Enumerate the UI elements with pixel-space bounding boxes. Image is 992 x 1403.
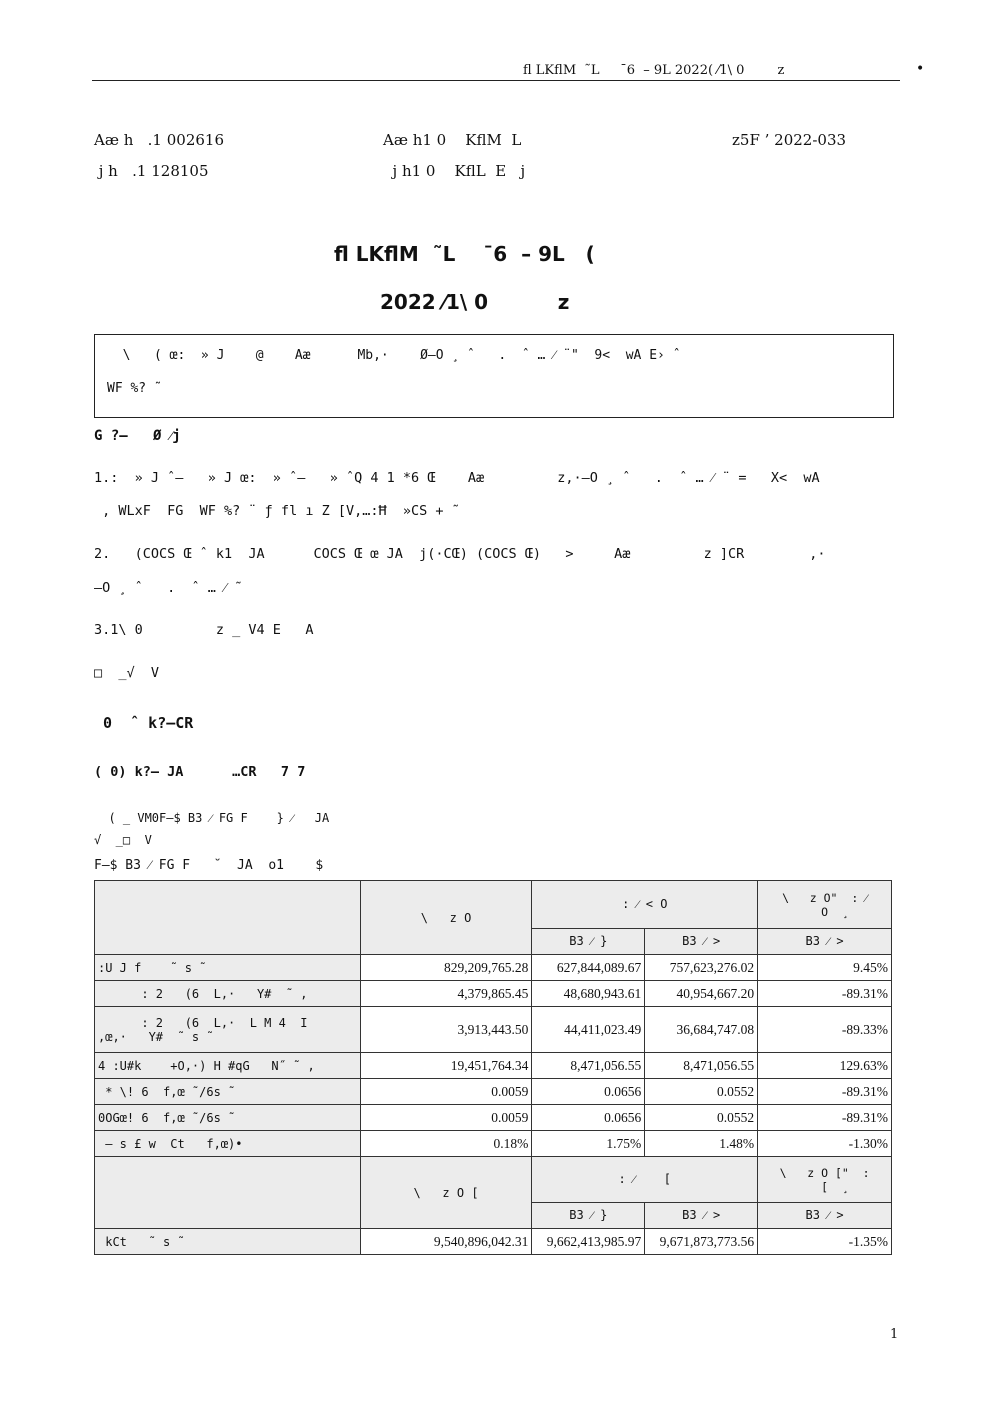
table-cell-before: 1.75% — [532, 1131, 645, 1157]
table-cell-change: -89.33% — [758, 1007, 892, 1053]
item-2-line1: 2. (COCS Œ ˆ k1 JA COCS Œ œ JA j(·CŒ) (COCS Œ) > Aæ z ]CR ,· — [94, 546, 826, 562]
bond-code: j h .1 128105 — [94, 162, 209, 180]
subsection-one-heading: ( 0) k?– JA …CR 7 7 — [94, 764, 306, 780]
item-4-checkbox-line: □ _√ V — [94, 665, 160, 681]
table-head-current: \ z O — [360, 881, 532, 955]
table-cell-current: 0.18% — [360, 1131, 532, 1157]
table-cell-after: 0.0552 — [645, 1079, 758, 1105]
table-cell-current: 3,913,443.50 — [360, 1007, 532, 1053]
header-bullet: • — [916, 61, 925, 77]
item-1-line2: , WLxF FG WF %? ¨ ƒ fl ı Z [V,…:Ħ »CS + ˜ — [94, 503, 460, 519]
section-important-heading: G ?– Ø ⁄j — [94, 428, 181, 444]
table-subhead2-after: B3 ⁄ > — [645, 1203, 758, 1229]
table-subhead-after: B3 ⁄ > — [645, 929, 758, 955]
table-cell-change: -89.31% — [758, 1079, 892, 1105]
table-cell-after: 8,471,056.55 — [645, 1053, 758, 1079]
stock-name-a: Aæ h1 0 KflM L — [383, 131, 522, 149]
table-cell-change: -1.35% — [758, 1229, 892, 1255]
page-number: 1 — [890, 1327, 899, 1342]
table-cell-current: 829,209,765.28 — [360, 955, 532, 981]
table-cell-current: 0.0059 — [360, 1105, 532, 1131]
table-cell-current: 4,379,865.45 — [360, 981, 532, 1007]
notice-line-1: \ ( œ: » J @ Aæ Mb,· Ø–O ¸ ˆ . ˆ … ⁄ ¨" 9< wA E› ˆ — [107, 348, 681, 363]
table-cell-after: 0.0552 — [645, 1105, 758, 1131]
table-cell-before: 9,662,413,985.97 — [532, 1229, 645, 1255]
small-note-line2: √ _□ V — [94, 833, 152, 847]
table-cell-after: 1.48% — [645, 1131, 758, 1157]
notice-box — [94, 334, 894, 418]
table-subhead2-change: B3 ⁄ > — [758, 1203, 892, 1229]
table-cell-before: 0.0656 — [532, 1079, 645, 1105]
financial-data-table — [94, 880, 892, 1255]
table-head-change: \ z O" : ⁄ O ¸ — [758, 881, 892, 929]
running-header-title: fl LKflM ˜L ˉ6 – 9L 2022( ⁄1\ 0 z — [523, 63, 785, 78]
table-cell-after: 9,671,873,773.56 — [645, 1229, 758, 1255]
small-note-line1: ( _ VM0F–$ B3 ⁄ FG F } ⁄ JA — [94, 811, 330, 825]
table-cell-change: 9.45% — [758, 955, 892, 981]
bond-name: j h1 0 KflL E j — [383, 162, 526, 180]
table-cell-before: 48,680,943.61 — [532, 981, 645, 1007]
item-1-line1: 1.: » J ˆ– » J œ: » ˆ– » ˆQ 4 1 *6 Œ Aæ z,·–O ¸ ˆ . ˆ … ⁄ ¨ = X< wA — [94, 470, 820, 486]
table-row-label: kCt ˜ s ˜ — [95, 1229, 361, 1255]
table-cell-before: 8,471,056.55 — [532, 1053, 645, 1079]
table-row-label: * \! 6 f,œ ˜/6s ˜ — [95, 1079, 361, 1105]
table-row-label: : 2 (6 L,· L M 4 I ,œ,· Y# ˜ s ˜ — [95, 1007, 361, 1053]
table-head-blank-2 — [95, 1157, 361, 1229]
table-head2-current: \ z O [ — [360, 1157, 532, 1229]
notice-line-2: WF %? ˜ — [107, 381, 162, 396]
section-basic-heading: 0 ˆ k?–CR — [94, 714, 194, 732]
item-2-line2: –O ¸ ˆ . ˆ … ⁄ ˜ — [94, 580, 243, 596]
table-cell-change: -89.31% — [758, 981, 892, 1007]
item-3: 3.1\ 0 z _ V4 E A — [94, 622, 314, 638]
table-cell-after: 757,623,276.02 — [645, 955, 758, 981]
table-row-label: : 2 (6 L,· Y# ˜ , — [95, 981, 361, 1007]
doc-title-line1: fl LKflM ˜L ˉ6 – 9L ( — [334, 242, 595, 266]
announcement-number: z5F ’ 2022-033 — [732, 131, 847, 149]
table-cell-before: 627,844,089.67 — [532, 955, 645, 981]
table-cell-before: 0.0656 — [532, 1105, 645, 1131]
table-head2-change: \ z O [" : [ ¸ — [758, 1157, 892, 1203]
table-subhead2-before: B3 ⁄ } — [532, 1203, 645, 1229]
table-row-label: 4 :U#k +O,·) H #qG N˝ ˜ , — [95, 1053, 361, 1079]
table-row-label: – s £ w Ct f,œ)• — [95, 1131, 361, 1157]
table-row-label: 0OGœ! 6 f,œ ˜/6s ˜ — [95, 1105, 361, 1131]
table-head-prior: : ⁄ < O — [532, 881, 758, 929]
table-head2-prior: : ⁄ [ — [532, 1157, 758, 1203]
table-row-label: :U J f ˜ s ˜ — [95, 955, 361, 981]
small-note-line3: F–$ B3 ⁄ FG F ˘ JA o1 $ — [94, 858, 324, 873]
table-cell-change: -89.31% — [758, 1105, 892, 1131]
table-cell-before: 44,411,023.49 — [532, 1007, 645, 1053]
table-cell-change: -1.30% — [758, 1131, 892, 1157]
header-rule — [92, 80, 900, 81]
table-cell-current: 0.0059 — [360, 1079, 532, 1105]
table-cell-change: 129.63% — [758, 1053, 892, 1079]
table-subhead-before: B3 ⁄ } — [532, 929, 645, 955]
stock-code-a: Aæ h .1 002616 — [94, 131, 225, 149]
table-cell-current: 9,540,896,042.31 — [360, 1229, 532, 1255]
table-cell-after: 36,684,747.08 — [645, 1007, 758, 1053]
table-cell-after: 40,954,667.20 — [645, 981, 758, 1007]
table-subhead-change: B3 ⁄ > — [758, 929, 892, 955]
doc-title-line2: 2022 ⁄1\ 0 z — [380, 290, 570, 314]
table-head-blank-1 — [95, 881, 361, 955]
table-cell-current: 19,451,764.34 — [360, 1053, 532, 1079]
